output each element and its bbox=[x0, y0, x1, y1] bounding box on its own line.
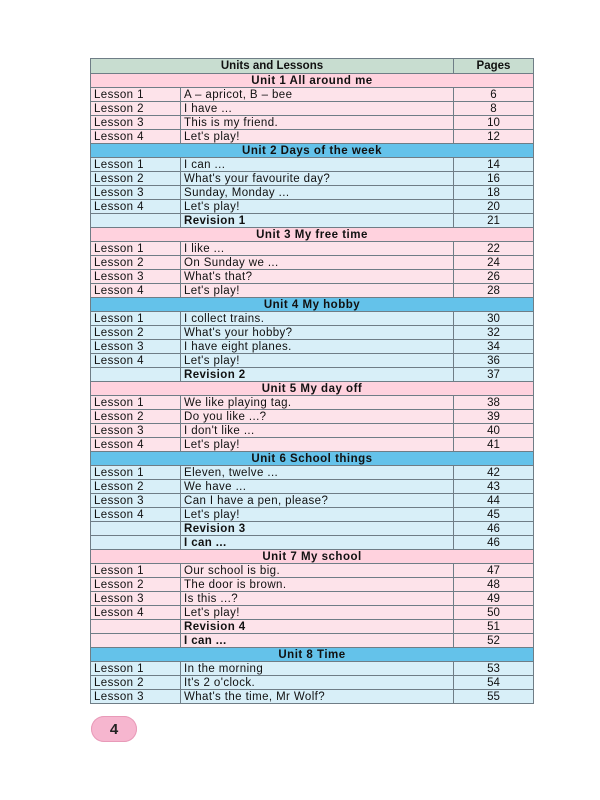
page-number: 30 bbox=[454, 312, 534, 326]
lesson-number: Lesson 3 bbox=[91, 186, 181, 200]
lesson-number: Lesson 2 bbox=[91, 578, 181, 592]
unit-title: Unit 3 My free time bbox=[91, 228, 534, 242]
lesson-row bbox=[91, 312, 534, 326]
page-number: 12 bbox=[454, 130, 534, 144]
lesson-number bbox=[91, 536, 181, 550]
lesson-row bbox=[91, 102, 534, 116]
unit-title: Unit 2 Days of the week bbox=[91, 144, 534, 158]
lesson-row bbox=[91, 396, 534, 410]
lesson-title: I can ... bbox=[181, 158, 454, 172]
lesson-number: Lesson 4 bbox=[91, 284, 181, 298]
unit-heading-row bbox=[91, 452, 534, 466]
lesson-title: Let's play! bbox=[181, 438, 454, 452]
lesson-row bbox=[91, 480, 534, 494]
unit-title: Unit 4 My hobby bbox=[91, 298, 534, 312]
lesson-title: Let's play! bbox=[181, 606, 454, 620]
lesson-number bbox=[91, 634, 181, 648]
lesson-row bbox=[91, 158, 534, 172]
contents-body bbox=[91, 74, 534, 704]
unit-title: Unit 5 My day off bbox=[91, 382, 534, 396]
lesson-row bbox=[91, 186, 534, 200]
page-number: 36 bbox=[454, 354, 534, 368]
section-title: Revision 4 bbox=[181, 620, 454, 634]
lesson-number: Lesson 2 bbox=[91, 326, 181, 340]
lesson-row bbox=[91, 466, 534, 480]
unit-heading-row bbox=[91, 298, 534, 312]
lesson-number: Lesson 4 bbox=[91, 438, 181, 452]
lesson-row bbox=[91, 340, 534, 354]
unit-heading-row bbox=[91, 144, 534, 158]
lesson-title: Let's play! bbox=[181, 284, 454, 298]
lesson-title: Eleven, twelve ... bbox=[181, 466, 454, 480]
lesson-row bbox=[91, 116, 534, 130]
page-number: 53 bbox=[454, 662, 534, 676]
section-title: Revision 3 bbox=[181, 522, 454, 536]
lesson-number: Lesson 3 bbox=[91, 690, 181, 704]
lesson-row bbox=[91, 676, 534, 690]
lesson-number: Lesson 4 bbox=[91, 606, 181, 620]
lesson-title: Sunday, Monday ... bbox=[181, 186, 454, 200]
lesson-number: Lesson 1 bbox=[91, 662, 181, 676]
contents-table bbox=[90, 58, 534, 704]
unit-title: Unit 1 All around me bbox=[91, 74, 534, 88]
lesson-title: What's your hobby? bbox=[181, 326, 454, 340]
page-number: 48 bbox=[454, 578, 534, 592]
lesson-title: Can I have a pen, please? bbox=[181, 494, 454, 508]
lesson-number: Lesson 3 bbox=[91, 592, 181, 606]
lesson-row bbox=[91, 270, 534, 284]
lesson-number bbox=[91, 214, 181, 228]
lesson-title: Do you like ...? bbox=[181, 410, 454, 424]
lesson-row bbox=[91, 214, 534, 228]
lesson-row bbox=[91, 256, 534, 270]
page-number: 45 bbox=[454, 508, 534, 522]
lesson-title: We like playing tag. bbox=[181, 396, 454, 410]
section-title: Revision 2 bbox=[181, 368, 454, 382]
pages-header: Pages bbox=[454, 59, 534, 74]
lesson-number: Lesson 4 bbox=[91, 200, 181, 214]
lesson-number: Lesson 1 bbox=[91, 564, 181, 578]
lesson-title: I don't like ... bbox=[181, 424, 454, 438]
page-number: 46 bbox=[454, 536, 534, 550]
page-number: 24 bbox=[454, 256, 534, 270]
lesson-number: Lesson 1 bbox=[91, 312, 181, 326]
lesson-title: What's your favourite day? bbox=[181, 172, 454, 186]
lesson-row bbox=[91, 606, 534, 620]
lesson-number: Lesson 1 bbox=[91, 466, 181, 480]
lesson-title: On Sunday we ... bbox=[181, 256, 454, 270]
lesson-number: Lesson 2 bbox=[91, 480, 181, 494]
lesson-row bbox=[91, 634, 534, 648]
lesson-row bbox=[91, 522, 534, 536]
lesson-number: Lesson 1 bbox=[91, 396, 181, 410]
unit-heading-row bbox=[91, 550, 534, 564]
section-title: Revision 1 bbox=[181, 214, 454, 228]
page-number: 50 bbox=[454, 606, 534, 620]
page-number: 14 bbox=[454, 158, 534, 172]
unit-heading-row bbox=[91, 74, 534, 88]
unit-title: Unit 6 School things bbox=[91, 452, 534, 466]
page-number: 16 bbox=[454, 172, 534, 186]
lesson-row bbox=[91, 438, 534, 452]
page-number: 32 bbox=[454, 326, 534, 340]
page-number: 28 bbox=[454, 284, 534, 298]
lesson-number: Lesson 4 bbox=[91, 508, 181, 522]
section-title: I can ... bbox=[181, 536, 454, 550]
page-number: 46 bbox=[454, 522, 534, 536]
lesson-number: Lesson 1 bbox=[91, 158, 181, 172]
lesson-number: Lesson 3 bbox=[91, 270, 181, 284]
lesson-row bbox=[91, 564, 534, 578]
lesson-row bbox=[91, 620, 534, 634]
lesson-number: Lesson 2 bbox=[91, 102, 181, 116]
lesson-row bbox=[91, 662, 534, 676]
lesson-title: I like ... bbox=[181, 242, 454, 256]
unit-title: Unit 7 My school bbox=[91, 550, 534, 564]
page-number: 10 bbox=[454, 116, 534, 130]
page-number: 43 bbox=[454, 480, 534, 494]
lesson-number bbox=[91, 522, 181, 536]
lesson-number: Lesson 1 bbox=[91, 242, 181, 256]
lesson-number: Lesson 4 bbox=[91, 130, 181, 144]
lesson-row bbox=[91, 368, 534, 382]
lesson-title: It's 2 o'clock. bbox=[181, 676, 454, 690]
lesson-row bbox=[91, 592, 534, 606]
lesson-title: Is this ...? bbox=[181, 592, 454, 606]
page-number: 51 bbox=[454, 620, 534, 634]
page-number: 52 bbox=[454, 634, 534, 648]
lesson-number: Lesson 2 bbox=[91, 410, 181, 424]
lesson-number bbox=[91, 368, 181, 382]
page-number: 34 bbox=[454, 340, 534, 354]
page-number: 6 bbox=[454, 88, 534, 102]
page-number: 18 bbox=[454, 186, 534, 200]
page-number: 8 bbox=[454, 102, 534, 116]
lesson-title: Let's play! bbox=[181, 200, 454, 214]
lesson-title: I have ... bbox=[181, 102, 454, 116]
units-lessons-header: Units and Lessons bbox=[91, 59, 454, 74]
lesson-title: Our school is big. bbox=[181, 564, 454, 578]
lesson-row bbox=[91, 130, 534, 144]
lesson-row bbox=[91, 508, 534, 522]
lesson-row bbox=[91, 424, 534, 438]
unit-title: Unit 8 Time bbox=[91, 648, 534, 662]
lesson-row bbox=[91, 284, 534, 298]
page-number: 26 bbox=[454, 270, 534, 284]
lesson-title: This is my friend. bbox=[181, 116, 454, 130]
lesson-number: Lesson 1 bbox=[91, 88, 181, 102]
lesson-row bbox=[91, 172, 534, 186]
lesson-number: Lesson 3 bbox=[91, 116, 181, 130]
unit-heading-row bbox=[91, 382, 534, 396]
lesson-title: A – apricot, B – bee bbox=[181, 88, 454, 102]
page-number: 55 bbox=[454, 690, 534, 704]
page-number: 42 bbox=[454, 466, 534, 480]
lesson-title: I have eight planes. bbox=[181, 340, 454, 354]
lesson-title: Let's play! bbox=[181, 130, 454, 144]
lesson-number: Lesson 3 bbox=[91, 340, 181, 354]
lesson-row bbox=[91, 690, 534, 704]
unit-heading-row bbox=[91, 228, 534, 242]
lesson-title: The door is brown. bbox=[181, 578, 454, 592]
page-number: 21 bbox=[454, 214, 534, 228]
lesson-row bbox=[91, 410, 534, 424]
lesson-row bbox=[91, 242, 534, 256]
lesson-row bbox=[91, 578, 534, 592]
page-number: 20 bbox=[454, 200, 534, 214]
lesson-title: I collect trains. bbox=[181, 312, 454, 326]
section-title: I can ... bbox=[181, 634, 454, 648]
lesson-row bbox=[91, 494, 534, 508]
lesson-number: Lesson 3 bbox=[91, 494, 181, 508]
lesson-row bbox=[91, 354, 534, 368]
lesson-row bbox=[91, 88, 534, 102]
lesson-title: We have ... bbox=[181, 480, 454, 494]
lesson-row bbox=[91, 200, 534, 214]
page-number: 49 bbox=[454, 592, 534, 606]
page-number-badge: 4 bbox=[91, 716, 137, 742]
lesson-title: What's that? bbox=[181, 270, 454, 284]
page-number: 44 bbox=[454, 494, 534, 508]
page-number: 40 bbox=[454, 424, 534, 438]
unit-heading-row bbox=[91, 648, 534, 662]
lesson-row bbox=[91, 536, 534, 550]
lesson-number: Lesson 4 bbox=[91, 354, 181, 368]
contents-header-row bbox=[91, 59, 534, 74]
lesson-row bbox=[91, 326, 534, 340]
page-number: 22 bbox=[454, 242, 534, 256]
lesson-title: What's the time, Mr Wolf? bbox=[181, 690, 454, 704]
page-number: 54 bbox=[454, 676, 534, 690]
page-number: 37 bbox=[454, 368, 534, 382]
lesson-title: Let's play! bbox=[181, 508, 454, 522]
lesson-number: Lesson 2 bbox=[91, 256, 181, 270]
page-number: 41 bbox=[454, 438, 534, 452]
page-number: 47 bbox=[454, 564, 534, 578]
lesson-title: In the morning bbox=[181, 662, 454, 676]
page-number: 39 bbox=[454, 410, 534, 424]
lesson-number bbox=[91, 620, 181, 634]
page-number: 38 bbox=[454, 396, 534, 410]
lesson-number: Lesson 3 bbox=[91, 424, 181, 438]
lesson-number: Lesson 2 bbox=[91, 676, 181, 690]
lesson-number: Lesson 2 bbox=[91, 172, 181, 186]
lesson-title: Let's play! bbox=[181, 354, 454, 368]
